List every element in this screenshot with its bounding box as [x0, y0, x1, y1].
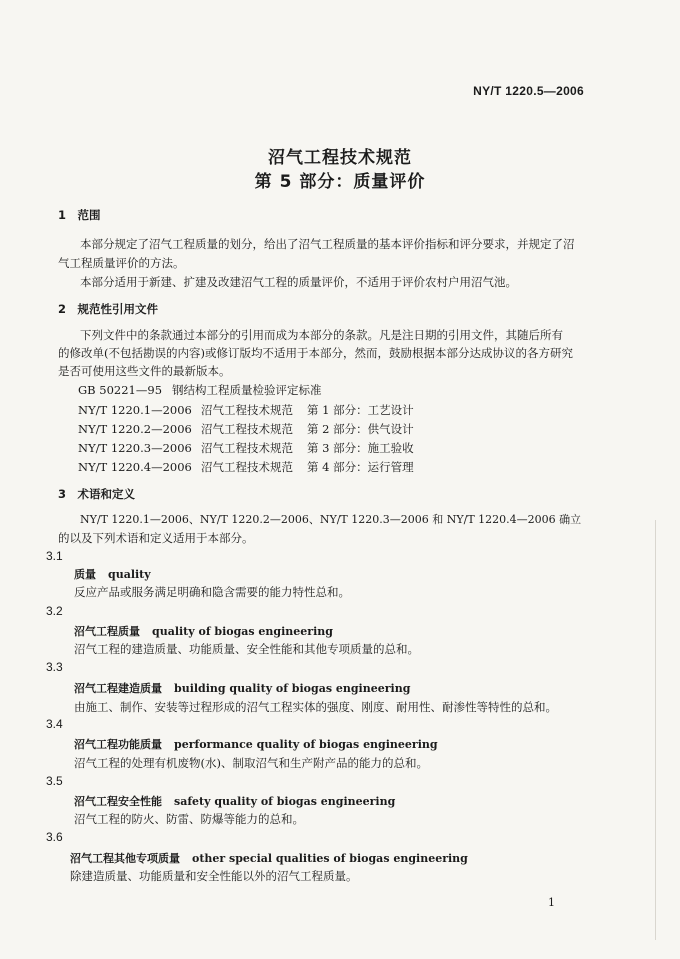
term-english: quality of biogas engineering	[152, 625, 333, 638]
paragraph-line: 本部分规定了沼气工程质量的划分，给出了沼气工程质量的基本评价指标和评分要求，并规定了沼	[80, 237, 575, 251]
section-heading-normative-references: 2 规范性引用文件	[58, 302, 159, 316]
term-english: performance quality of biogas engineering	[174, 738, 438, 751]
paragraph-line: 气工程质量评价的方法。	[58, 256, 185, 270]
term-heading	[74, 566, 151, 582]
term-definition: 除建造质量、功能质量和安全性能以外的沼气工程质量。	[70, 869, 358, 883]
reference-title: 沼气工程技术规范	[201, 422, 293, 436]
term-chinese: 沼气工程质量	[74, 625, 140, 638]
reference-item	[78, 421, 414, 437]
term-number: 3.1	[46, 549, 63, 563]
term-definition: 沼气工程的建造质量、功能质量、安全性能和其他专项质量的总和。	[74, 642, 419, 656]
term-chinese: 沼气工程其他专项质量	[70, 852, 180, 865]
reference-title: 沼气工程技术规范	[201, 441, 293, 455]
term-definition: 由施工、制作、安装等过程形成的沼气工程实体的强度、刚度、耐用性、耐渗性等特性的总和。	[74, 700, 557, 714]
term-definition: 反应产品或服务满足明确和隐含需要的能力特性总和。	[74, 585, 350, 599]
term-english: safety quality of biogas engineering	[174, 795, 396, 808]
term-definition: 沼气工程的防火、防雷、防爆等能力的总和。	[74, 812, 304, 826]
term-chinese: 沼气工程建造质量	[74, 682, 162, 695]
term-definition: 沼气工程的处理有机废物(水)、制取沼气和生产附产品的能力的总和。	[74, 756, 428, 770]
term-heading	[74, 793, 395, 809]
term-english: building quality of biogas engineering	[174, 682, 411, 695]
section-heading-terms-and-definitions: 3 术语和定义	[58, 487, 136, 501]
reference-title: 沼气工程技术规范	[201, 403, 293, 417]
document-subtitle: 第 5 部分：质量评价	[254, 172, 426, 192]
scan-edge-line	[655, 520, 656, 940]
term-heading	[70, 850, 468, 866]
term-chinese: 沼气工程功能质量	[74, 738, 162, 751]
term-heading	[74, 680, 410, 696]
reference-code: NY/T 1220.2—2006	[78, 422, 192, 436]
paragraph-line: 本部分适用于新建、扩建及改建沼气工程的质量评价，不适用于评价农村户用沼气池。	[80, 275, 517, 289]
term-number: 3.4	[46, 717, 63, 731]
term-number: 3.5	[46, 774, 63, 788]
term-number: 3.2	[46, 604, 63, 618]
page-number: 1	[548, 896, 555, 909]
reference-item	[78, 382, 322, 398]
term-english: quality	[108, 568, 151, 581]
reference-item	[78, 402, 414, 418]
reference-part: 第 1 部分：工艺设计	[307, 403, 414, 417]
paragraph-line: 的修改单(不包括勘误的内容)或修订版均不适用于本部分，然而，鼓励根据本部分达成协议的各方研究	[58, 346, 573, 360]
term-chinese: 沼气工程安全性能	[74, 795, 162, 808]
reference-code: GB 50221—95	[78, 383, 163, 397]
term-english: other special qualities of biogas engineering	[192, 852, 468, 865]
term-heading	[74, 736, 438, 752]
term-number: 3.3	[46, 660, 63, 674]
reference-code: NY/T 1220.3—2006	[78, 441, 192, 455]
term-heading	[74, 623, 333, 639]
standard-number: NY/T 1220.5—2006	[473, 84, 584, 98]
term-number: 3.6	[46, 830, 63, 844]
reference-title: 钢结构工程质量检验评定标准	[172, 383, 322, 397]
reference-item	[78, 440, 414, 456]
section-heading-scope: 1 范围	[58, 208, 101, 222]
paragraph-line: 下列文件中的条款通过本部分的引用而成为本部分的条款。凡是注日期的引用文件，其随后所有	[80, 328, 563, 342]
paragraph-line: 是否可使用这些文件的最新版本。	[58, 364, 231, 378]
reference-part: 第 4 部分：运行管理	[307, 460, 414, 474]
reference-item	[78, 459, 414, 475]
reference-part: 第 2 部分：供气设计	[307, 422, 414, 436]
reference-title: 沼气工程技术规范	[201, 460, 293, 474]
reference-code: NY/T 1220.1—2006	[78, 403, 192, 417]
paragraph-line: 的以及下列术语和定义适用于本部分。	[58, 531, 254, 545]
paragraph-line: NY/T 1220.1—2006、NY/T 1220.2—2006、NY/T 1220.3—2006 和 NY/T 1220.4—2006 确立	[80, 513, 582, 526]
reference-code: NY/T 1220.4—2006	[78, 460, 192, 474]
document-title: 沼气工程技术规范	[268, 148, 412, 168]
reference-part: 第 3 部分：施工验收	[307, 441, 414, 455]
term-chinese: 质量	[74, 568, 96, 581]
